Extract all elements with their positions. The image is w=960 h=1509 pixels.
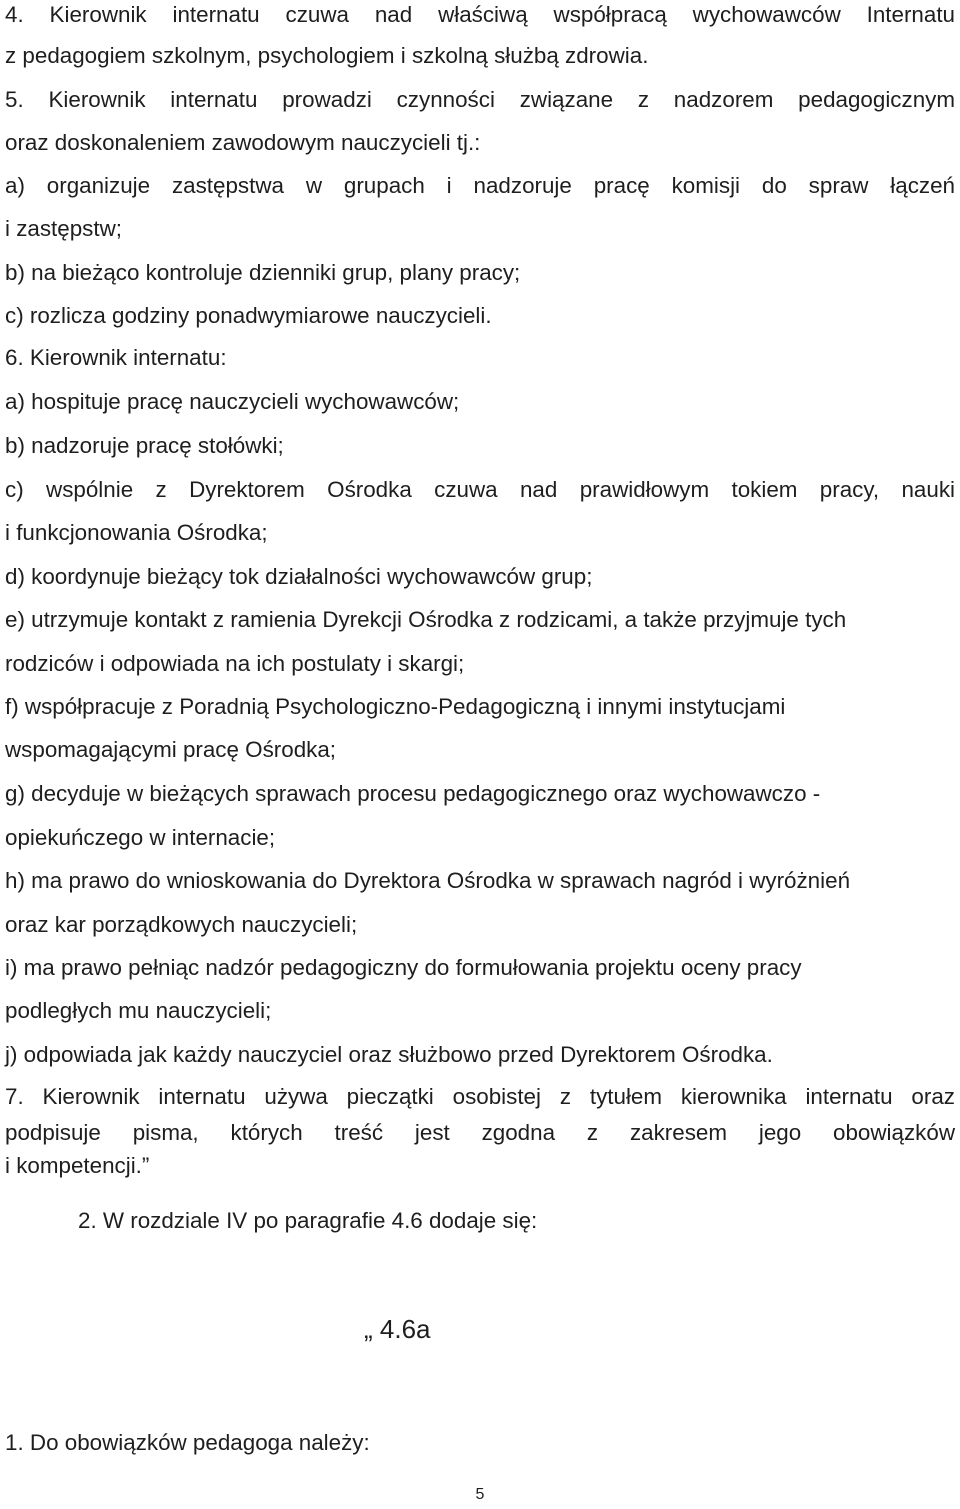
text-line: h) ma prawo do wnioskowania do Dyrektora Ośrodka w sprawach nagród i wyróżnień — [5, 868, 851, 893]
text-line: i) ma prawo pełniąc nadzór pedagogiczny do formułowania projektu oceny pracy — [5, 955, 802, 980]
text-line: 6. Kierownik internatu: — [5, 345, 227, 370]
text-line: i kompetencji.” — [5, 1153, 150, 1178]
amendment-line: 2. W rozdziale IV po paragrafie 4.6 dodaje się: — [78, 1208, 538, 1233]
text-line: 4. Kierownik internatu czuwa nad właściwą współpracą wychowawców Internatu — [5, 2, 955, 27]
text-line: b) na bieżąco kontroluje dzienniki grup, plany pracy; — [5, 260, 521, 285]
text-line: 5. Kierownik internatu prowadzi czynności związane z nadzorem pedagogicznym — [5, 87, 955, 112]
page-number: 5 — [475, 1486, 485, 1503]
text-line: 7. Kierownik internatu używa pieczątki osobistej z tytułem kierownika internatu oraz — [5, 1084, 955, 1109]
text-line: oraz kar porządkowych nauczycieli; — [5, 912, 358, 937]
text-line: e) utrzymuje kontakt z ramienia Dyrekcji Ośrodka z rodzicami, a także przyjmuje tych — [5, 607, 847, 632]
text-line: g) decyduje w bieżących sprawach procesu pedagogicznego oraz wychowawczo - — [5, 781, 821, 806]
section-heading: „ 4.6a — [364, 1314, 431, 1344]
text-line: podpisuje pisma, których treść jest zgodna z zakresem jego obowiązków — [5, 1120, 955, 1145]
text-line: i funkcjonowania Ośrodka; — [5, 520, 268, 545]
text-line: a) hospituje pracę nauczycieli wychowawców; — [5, 389, 460, 414]
text-line: d) koordynuje bieżący tok działalności wychowawców grup; — [5, 564, 593, 589]
text-line: c) rozlicza godziny ponadwymiarowe nauczycieli. — [5, 303, 492, 328]
text-line: oraz doskonaleniem zawodowym nauczycieli tj.: — [5, 130, 481, 155]
text-line: b) nadzoruje pracę stołówki; — [5, 433, 284, 458]
text-line: j) odpowiada jak każdy nauczyciel oraz służbowo przed Dyrektorem Ośrodka. — [5, 1042, 773, 1067]
text-line: rodziców i odpowiada na ich postulaty i skargi; — [5, 651, 465, 676]
text-line: f) współpracuje z Poradnią Psychologiczno-Pedagogiczną i innymi instytucjami — [5, 694, 786, 719]
text-line: opiekuńczego w internacie; — [5, 825, 276, 850]
text-line: wspomagającymi pracę Ośrodka; — [5, 737, 337, 762]
text-line: c) wspólnie z Dyrektorem Ośrodka czuwa nad prawidłowym tokiem pracy, nauki — [5, 477, 955, 502]
text-line: podległych mu nauczycieli; — [5, 998, 272, 1023]
text-line: a) organizuje zastępstwa w grupach i nadzoruje pracę komisji do spraw łączeń — [5, 173, 955, 198]
text-line: i zastępstw; — [5, 216, 122, 241]
list-item: 1. Do obowiązków pedagoga należy: — [5, 1430, 370, 1455]
text-line: z pedagogiem szkolnym, psychologiem i szkolną służbą zdrowia. — [5, 43, 649, 68]
